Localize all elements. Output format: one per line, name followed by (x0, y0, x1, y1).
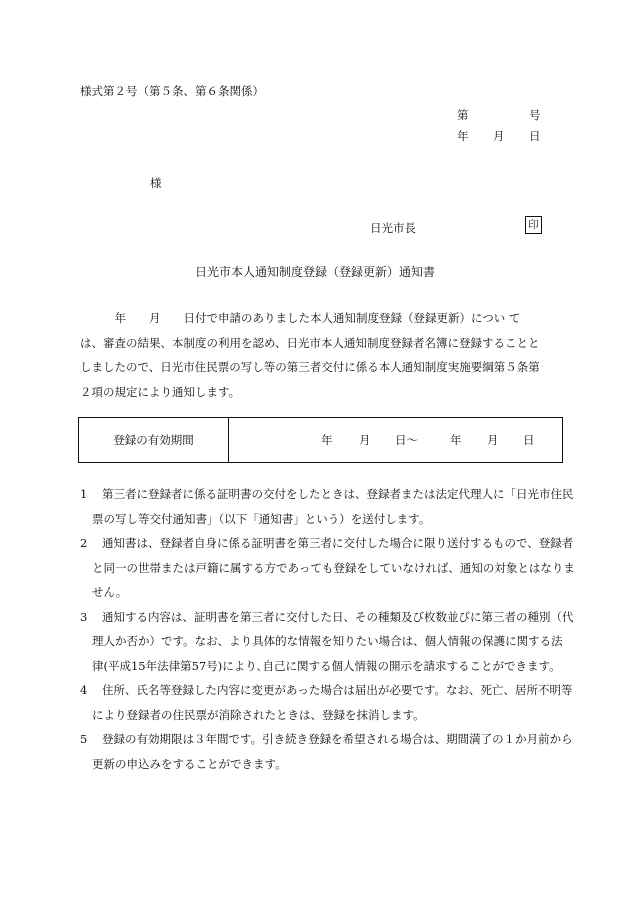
body-line: しましたので、日光市住民票の写し等の第三者交付に係る本人通知制度実施要綱第５条第 (80, 360, 540, 374)
issue-day: 日 (529, 129, 541, 143)
note-line: せん。 (92, 585, 128, 599)
note-line: と同一の世帯または戸籍に属する方であっても登録をしていなければ、通知の対象とはなりま (92, 560, 575, 575)
doc-number-suffix: 号 (529, 108, 541, 122)
issuer-name: 日光市長 (370, 221, 416, 235)
validity-period-table (78, 417, 563, 463)
period-end-day: 日 (523, 433, 535, 447)
note-line: 更新の申込みをすることができます。 (92, 756, 287, 771)
note-line: 住所、氏名等登録した内容に変更があった場合は届出が必要です。なお、死亡、居所不明等 (102, 683, 573, 697)
note-line: 律(平成15年法律第57号)により､自己に関する個人情報の開示を請求することができます。 (92, 658, 561, 673)
seal-mark: 印 (525, 216, 542, 234)
note-item (80, 678, 573, 727)
note-line: 通知書は、登録者自身に係る証明書を第三者に交付した場合に限り送付するもので、登録者 (102, 536, 574, 550)
issue-month: 月 (493, 129, 505, 143)
period-start-day: 日〜 (395, 433, 418, 447)
note-item (80, 605, 574, 679)
validity-period-label: 登録の有効期間 (79, 418, 229, 462)
note-line: により登録者の住民票が消除されたときは、登録を抹消します。 (92, 707, 425, 722)
note-number: 5 (80, 732, 88, 746)
period-start-month: 月 (359, 433, 371, 447)
note-number: 4 (80, 683, 88, 697)
note-number: 3 (80, 609, 88, 624)
period-start-year: 年 (321, 433, 333, 447)
period-end-year: 年 (450, 433, 462, 447)
body-line: は、審査の結果、本制度の利用を認め、日光市本人通知制度登録者名簿に登録することと (80, 335, 540, 350)
body-line: ２項の規定により通知します。 (80, 384, 241, 399)
validity-period-value (229, 418, 562, 462)
note-item (80, 531, 575, 605)
note-line: 理人か否か）です。なお、より具体的な情報を知りたい場合は、個人情報の保護に関する法 (92, 634, 563, 648)
document-title: 日光市本人通知制度登録（登録更新）通知書 (194, 265, 435, 279)
doc-number-prefix: 第 (457, 108, 469, 122)
body-paragraph (80, 306, 560, 404)
note-line: 票の写し等交付通知書」（以下「通知書」という）を送付します。 (92, 511, 431, 526)
note-number: 2 (80, 536, 88, 550)
note-number: 1 (80, 487, 88, 501)
form-number: 様式第２号（第５条、第６条関係） (80, 84, 264, 98)
addressee: 様 (150, 176, 162, 190)
note-line: 登録の有効期限は３年間です。引き続き登録を希望される場合は、期間満了の１か月前から (102, 732, 573, 746)
period-end-month: 月 (487, 433, 499, 447)
notes-list (80, 482, 575, 776)
body-line: 年 月 日付で申請のありました本人通知制度登録（登録更新）につい て (80, 311, 521, 325)
note-line: 通知する内容は、証明書を第三者に交付した日、その種類及び枚数並びに第三者の種別（代 (102, 609, 574, 624)
issue-year: 年 (457, 129, 469, 143)
note-item (80, 727, 573, 776)
note-item (80, 482, 574, 531)
note-line: 第三者に登録者に係る証明書の交付をしたときは、登録者または法定代理人に「日光市住民 (102, 487, 574, 501)
